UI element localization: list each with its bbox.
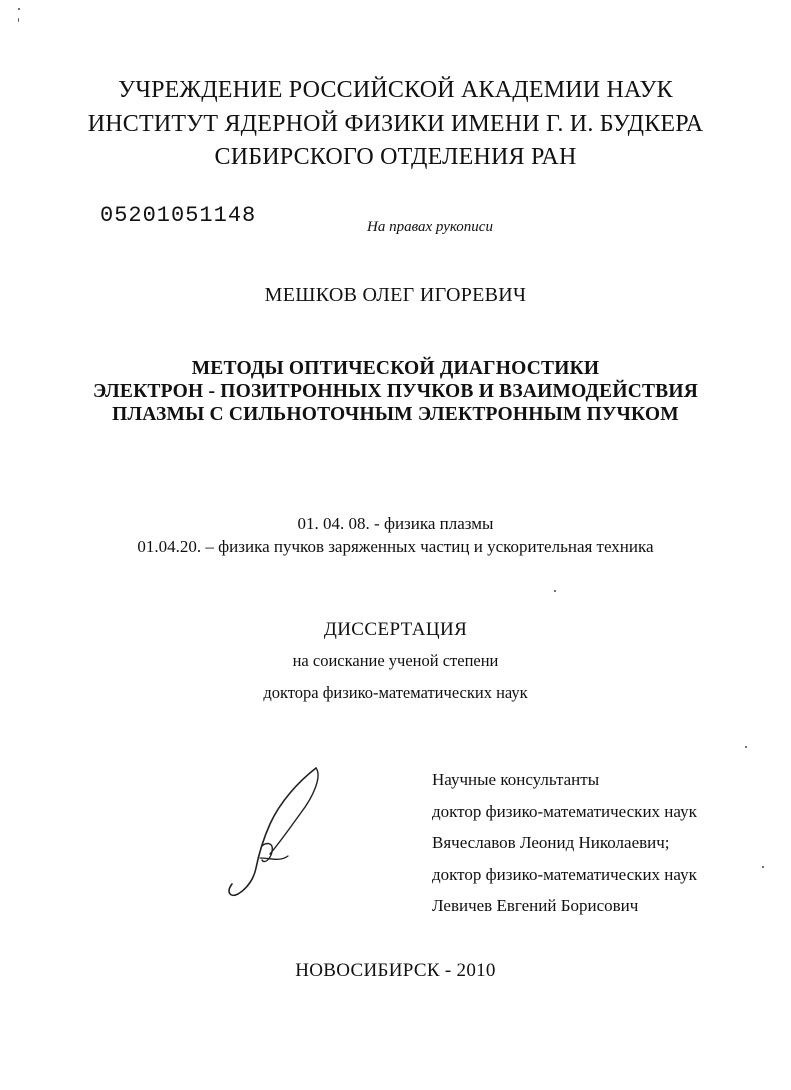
institution-line-1: УЧРЕЖДЕНИЕ РОССИЙСКОЙ АКАДЕМИИ НАУК (118, 77, 673, 103)
scan-speck (18, 8, 20, 10)
title-line-3: ПЛАЗМЫ С СИЛЬНОТОЧНЫМ ЭЛЕКТРОННЫМ ПУЧКОМ (112, 404, 679, 425)
institution-line-3: СИБИРСКОГО ОТДЕЛЕНИЯ РАН (214, 144, 577, 170)
consultants-heading: Научные консультанты (432, 770, 600, 789)
title-line-2: ЭЛЕКТРОН - ПОЗИТРОННЫХ ПУЧКОВ И ВЗАИМОДЕЙСТВИЯ (92, 381, 699, 402)
scan-speck (762, 866, 764, 868)
scan-speck (745, 746, 747, 748)
degree-line-1: на соискание ученой степени (292, 651, 499, 670)
consultant-1-name: Вячеславов Леонид Николаевич; (432, 833, 670, 852)
dissertation-heading: ДИССЕРТАЦИЯ (323, 619, 468, 640)
city-year: НОВОСИБИРСК - 2010 (295, 960, 496, 981)
scan-speck (554, 590, 556, 592)
degree-line-2: доктора физико-математических наук (263, 683, 528, 702)
consultant-2-degree: доктор физико-математических наук (432, 865, 697, 884)
institution-line-2: ИНСТИТУТ ЯДЕРНОЙ ФИЗИКИ ИМЕНИ Г. И. БУДКЕРА (87, 111, 704, 137)
catalog-code: 05201051148 (100, 203, 257, 228)
specialty-line-1: 01. 04. 08. - физика плазмы (297, 514, 494, 533)
title-line-1: МЕТОДЫ ОПТИЧЕСКОЙ ДИАГНОСТИКИ (191, 358, 600, 379)
signature-icon (218, 762, 328, 902)
scan-speck (18, 18, 19, 22)
rights-note: На правах рукописи (367, 219, 493, 235)
specialty-line-2: 01.04.20. – физика пучков заряженных частиц и ускорительная техника (137, 537, 654, 556)
author-name: МЕШКОВ ОЛЕГ ИГОРЕВИЧ (264, 284, 527, 306)
consultant-2-name: Левичев Евгений Борисович (432, 896, 639, 915)
consultant-1-degree: доктор физико-математических наук (432, 802, 697, 821)
